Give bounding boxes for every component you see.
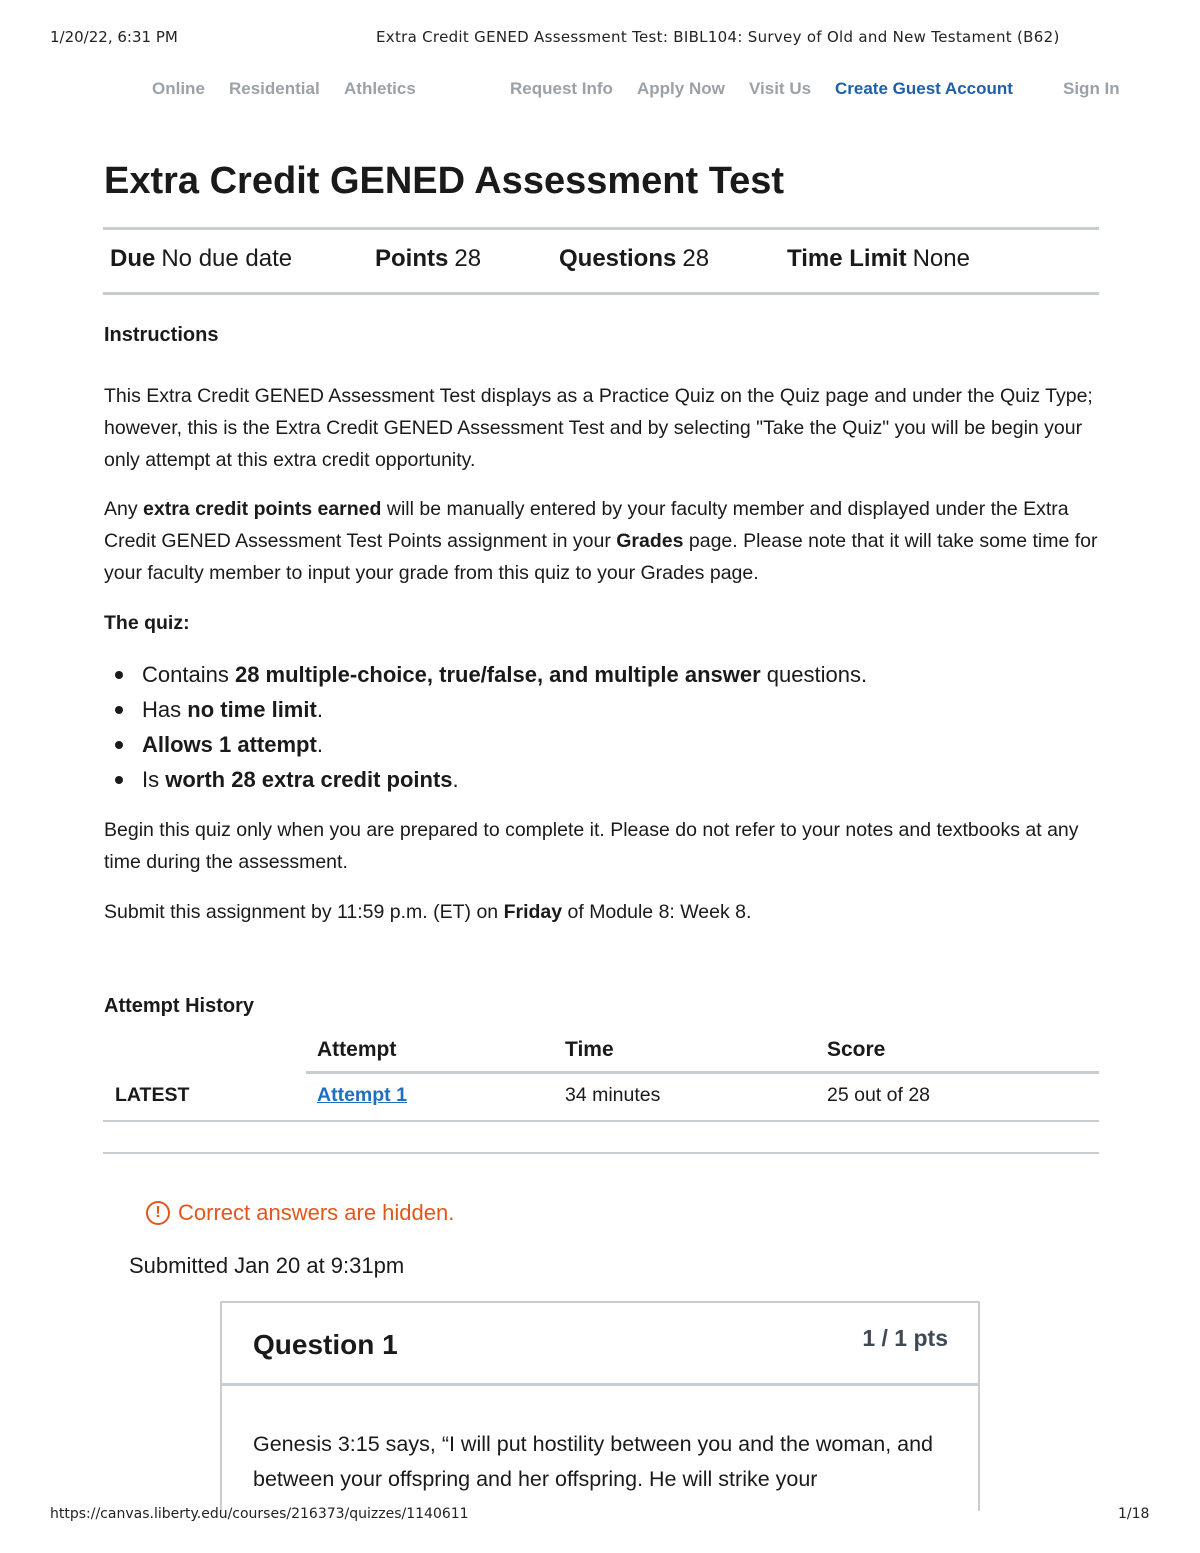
- divider: [103, 1152, 1099, 1154]
- instructions-paragraph-4: [104, 896, 1104, 928]
- meta-points-value: 28: [454, 245, 482, 272]
- question-card: [220, 1301, 980, 1511]
- print-date: 1/20/22, 6:31 PM: [50, 28, 178, 46]
- nav-sign-in[interactable]: Sign In: [1063, 79, 1120, 98]
- meta-time-limit-label: Time Limit: [787, 245, 907, 272]
- meta-points: [375, 245, 481, 273]
- column-header-attempt: Attempt: [317, 1038, 397, 1061]
- text-run: Contains: [142, 662, 235, 687]
- print-url: https://canvas.liberty.edu/courses/216373/quizzes/1140611: [50, 1506, 469, 1522]
- text-run: questions.: [760, 662, 868, 687]
- column-header-time: Time: [565, 1038, 614, 1061]
- meta-points-label: Points: [375, 245, 449, 272]
- meta-due-value: No due date: [161, 245, 293, 272]
- instructions-paragraph-1: This Extra Credit GENED Assessment Test displays as a Practice Quiz on the Quiz page and under the Quiz Type; however, this is the Extra Credit GENED Assessment Test and by selecting "Take the Quiz" you will be begin your only attempt at this extra credit opportunity.: [104, 385, 1093, 471]
- meta-questions-label: Questions: [559, 245, 677, 272]
- latest-tag: LATEST: [115, 1084, 190, 1106]
- text-run: Submit this assignment by 11:59 p.m. (ET) on: [104, 901, 504, 923]
- text-run: Is: [142, 767, 166, 792]
- list-item: [104, 762, 1004, 797]
- instructions-heading: Instructions: [104, 324, 219, 346]
- meta-questions: [559, 245, 709, 273]
- notice-text: Correct answers are hidden.: [178, 1200, 455, 1225]
- meta-due-label: Due: [110, 245, 156, 272]
- text-run-bold: extra credit points earned: [143, 498, 382, 520]
- row-divider: [103, 1120, 1099, 1122]
- text-run-bold: worth 28 extra credit points: [165, 767, 453, 792]
- text-run-bold: Allows 1 attempt: [142, 732, 317, 757]
- correct-answers-hidden-notice: [146, 1200, 454, 1226]
- text-run-bold: 28 multiple-choice, true/false, and multiple answer: [234, 662, 761, 687]
- nav-apply-now[interactable]: Apply Now: [637, 79, 725, 98]
- instructions-paragraph-3: Begin this quiz only when you are prepared to complete it. Please do not refer to your notes and textbooks at any time during the assessment.: [104, 819, 1079, 873]
- text-run: will be manually entered by your faculty member and displayed under the Extra Credit GENED Assessment Test Points assignment in your: [104, 498, 1069, 552]
- list-item: [104, 727, 1004, 762]
- text-run: of Module 8: Week 8.: [562, 901, 752, 923]
- quiz-label: The quiz:: [104, 612, 190, 634]
- text-run: page. Please note that it will take some time for your faculty member to input your grade from this quiz to your Grades page.: [104, 530, 1098, 584]
- meta-time-limit-value: None: [912, 245, 970, 272]
- print-document-title: Extra Credit GENED Assessment Test: BIBL104: Survey of Old and New Testament (B62): [376, 28, 1060, 46]
- text-run-bold: no time limit: [187, 697, 317, 722]
- text-run: .: [316, 697, 323, 722]
- text-run: Any: [104, 498, 144, 520]
- meta-due: [110, 245, 292, 273]
- attempt-history-heading: Attempt History: [104, 995, 255, 1017]
- instructions-paragraph-2: [104, 493, 1104, 589]
- divider: [103, 227, 1099, 230]
- table-cell-attempt: [317, 1084, 407, 1107]
- print-page-number: 1/18: [1118, 1506, 1150, 1522]
- warning-icon: !: [146, 1201, 170, 1225]
- list-item: [104, 692, 1004, 727]
- question-points: 1 / 1 pts: [862, 1325, 948, 1351]
- nav-visit-us[interactable]: Visit Us: [749, 79, 812, 98]
- column-header-score: Score: [827, 1038, 886, 1061]
- nav-request-info[interactable]: Request Info: [510, 79, 613, 98]
- nav-residential[interactable]: Residential: [229, 79, 320, 98]
- attempt-1-link[interactable]: Attempt 1: [317, 1084, 407, 1106]
- nav-create-guest-account[interactable]: Create Guest Account: [835, 79, 1013, 98]
- text-run: .: [452, 767, 459, 792]
- text-run: Has: [142, 697, 188, 722]
- text-run-bold: Friday: [503, 901, 563, 923]
- question-title: Question 1: [253, 1329, 398, 1360]
- meta-time-limit: [787, 245, 970, 273]
- submitted-timestamp: Submitted Jan 20 at 9:31pm: [129, 1253, 405, 1278]
- quiz-details-list: [104, 657, 1004, 797]
- nav-online[interactable]: Online: [152, 79, 205, 98]
- list-item: [104, 657, 1004, 692]
- text-run-bold: Grades: [616, 530, 684, 552]
- header-underline: [306, 1071, 1099, 1074]
- question-header: [222, 1303, 978, 1386]
- page-title: Extra Credit GENED Assessment Test: [104, 160, 785, 202]
- table-cell-time: 34 minutes: [565, 1084, 661, 1106]
- meta-questions-value: 28: [682, 245, 710, 272]
- question-text: Genesis 3:15 says, “I will put hostility between you and the woman, and between your offspring and her offspring. He will strike your: [253, 1432, 934, 1491]
- nav-athletics[interactable]: Athletics: [344, 79, 416, 98]
- text-run: .: [316, 732, 323, 757]
- divider: [103, 292, 1099, 295]
- table-cell-score: 25 out of 28: [827, 1084, 931, 1106]
